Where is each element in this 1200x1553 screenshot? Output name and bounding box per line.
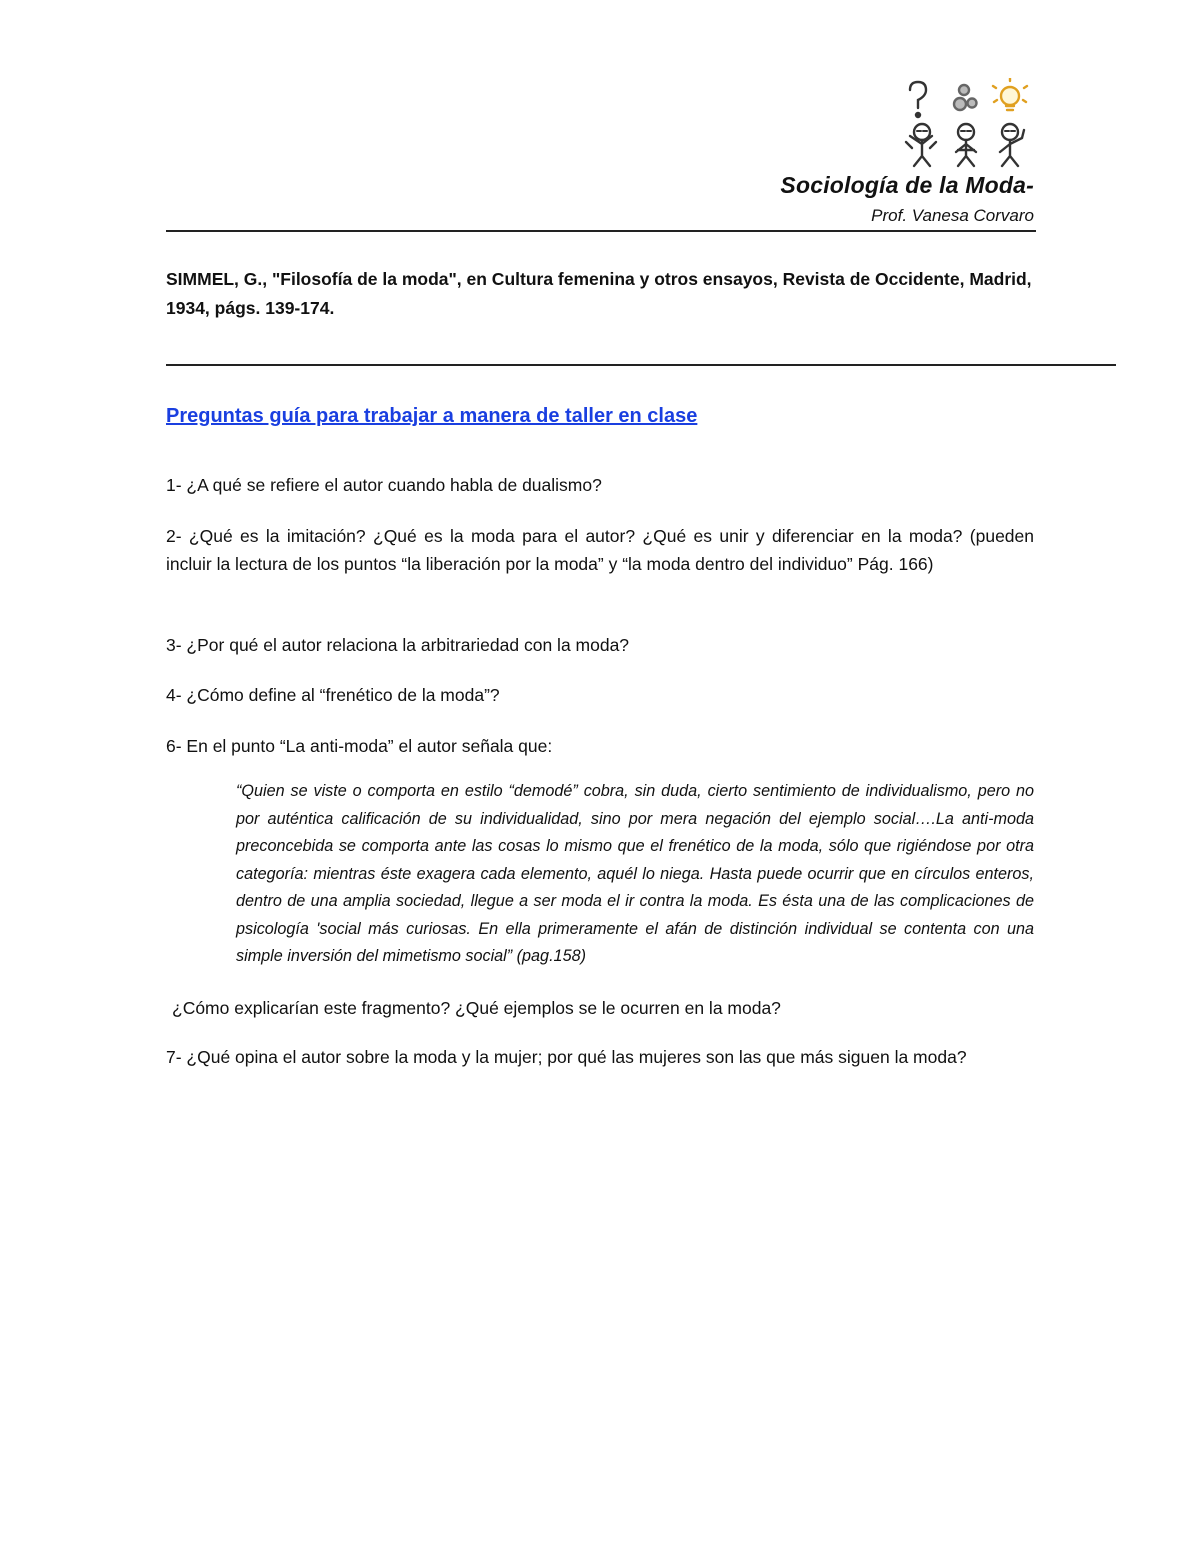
header-divider (166, 230, 1036, 232)
course-title: Sociología de la Moda- (780, 172, 1034, 198)
followup-question: ¿Cómo explicarían este fragmento? ¿Qué ejemplos se le ocurren en la moda? (172, 998, 781, 1018)
question-4: 4- ¿Cómo define al “frenético de la moda”? (166, 685, 500, 705)
professor-name: Prof. Vanesa Corvaro (871, 206, 1034, 225)
question-2: 2- ¿Qué es la imitación? ¿Qué es la moda para el autor? ¿Qué es unir y diferenciar en la moda? (pueden incluir la lectura de los puntos “la liberación por la moda” y “la moda dentro del individuo” Pág. 166) (166, 526, 1034, 574)
question-3: 3- ¿Por qué el autor relaciona la arbitrariedad con la moda? (166, 635, 630, 655)
question-1: 1- ¿A qué se refiere el autor cuando habla de dualismo? (166, 475, 602, 495)
bibliographic-reference: SIMMEL, G., "Filosofía de la moda", en Cultura femenina y otros ensayos, Revista de Occidente, Madrid, 1934, págs. 139-174. (166, 269, 1032, 318)
question-7: 7- ¿Qué opina el autor sobre la moda y la mujer; por qué las mujeres son las que más siguen la moda? (166, 1047, 967, 1067)
block-quote: “Quien se viste o comporta en estilo “demodé” cobra, sin duda, cierto sentimiento de individualismo, pero no por auténtica calificación de su individualidad, sino por mera negación del ejemplo social….La anti-moda preconcebida se comporta ante las cosas lo mismo que el frenético de la moda, sólo que rigiéndose por otra categoría: mientras éste exagera cada elemento, aquél lo niega. Hasta puede ocurrir que en círculos enteros, dentro de una amplia sociedad, llegue a ser moda el ir contra la moda. Es ésta una de las complicaciones de psicología 'social más curiosas. En ella primeramente el afán de distinción individual se contenta con una simple inversión del mimetismo social” (pag.158) (236, 782, 1034, 965)
thinking-figures-logo-icon (896, 78, 1036, 170)
question-6: 6- En el punto “La anti-moda” el autor señala que: (166, 736, 553, 756)
section-heading: Preguntas guía para trabajar a manera de taller en clase (166, 405, 698, 427)
section-divider (166, 364, 1116, 366)
